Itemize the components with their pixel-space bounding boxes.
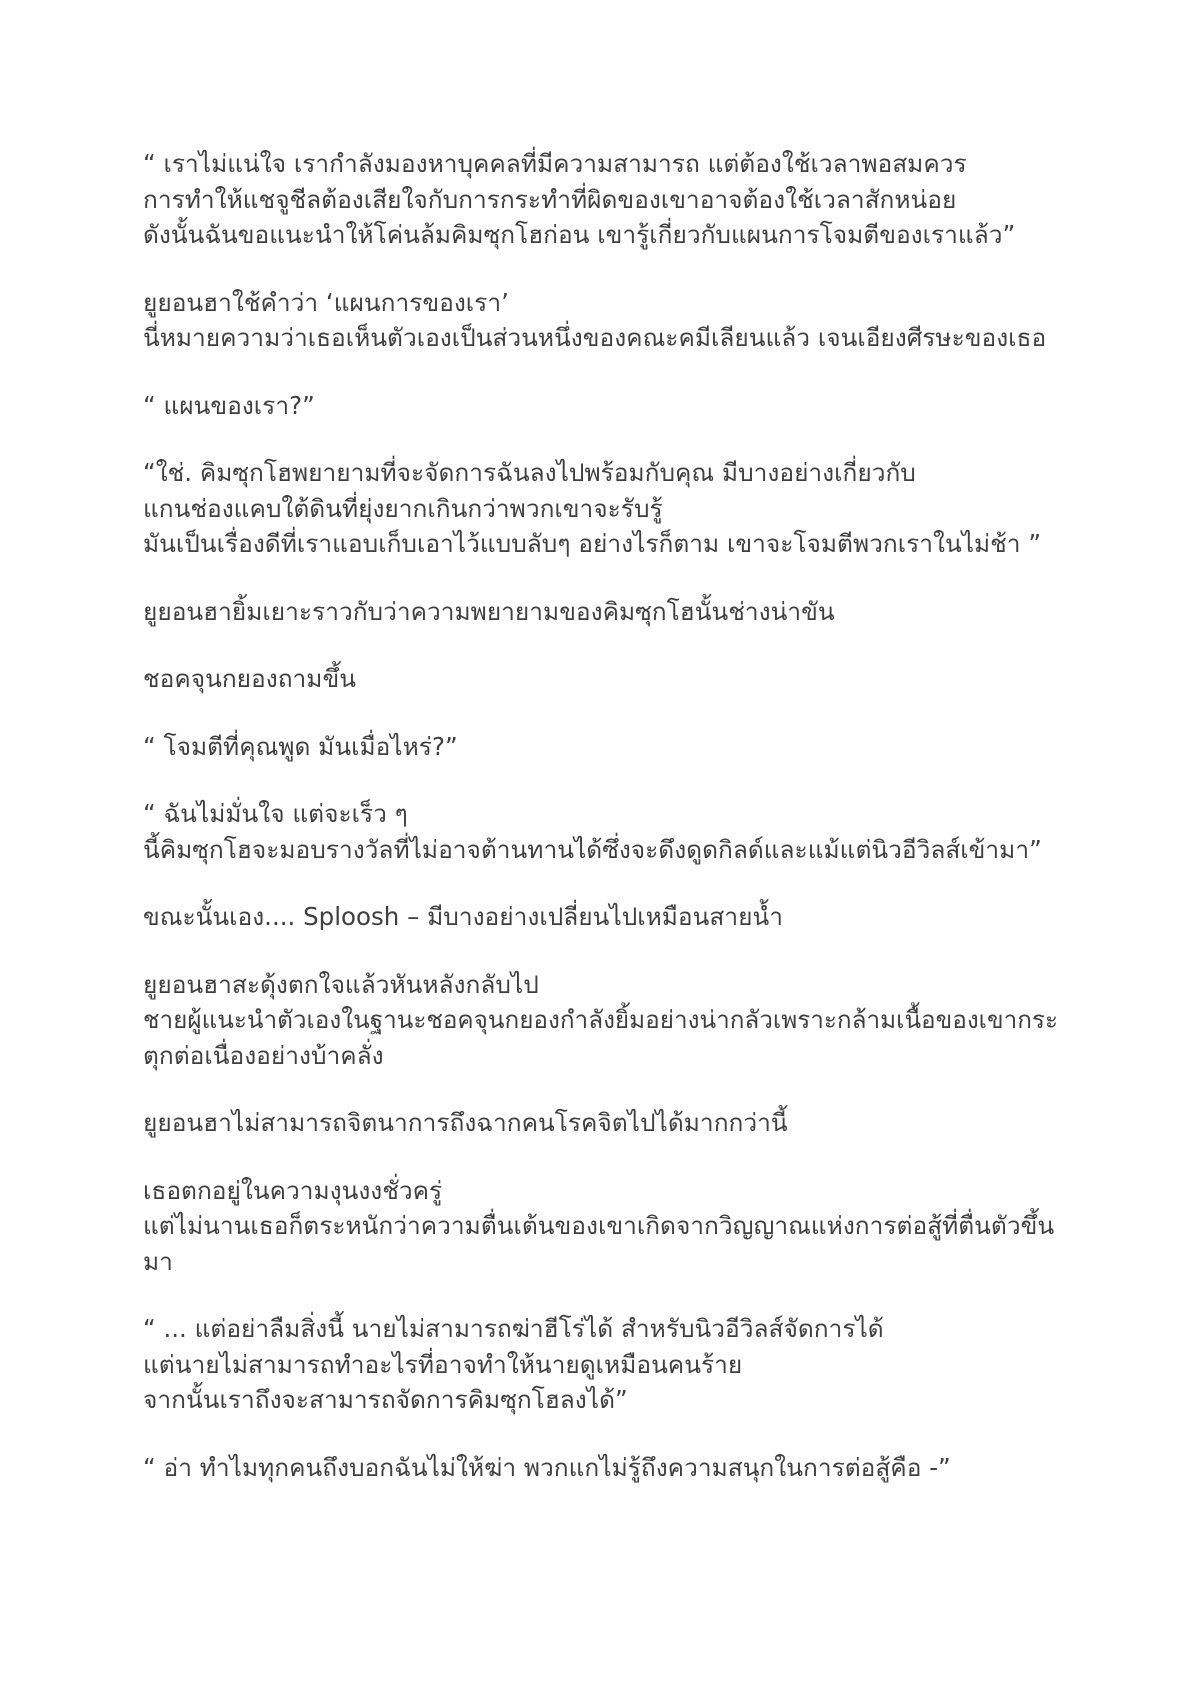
paragraph (143, 1173, 1063, 1280)
text-line: “ โจมตีที่คุณพูด มันเมื่อไหร่?” (143, 731, 458, 761)
text-line: “ใช่. คิมซุกโฮพยายามที่จะจัดการฉันลงไปพร้อมกับคุณ มีบางอย่างเกี่ยวกับ (143, 458, 916, 487)
text-line: นี่หมายความว่าเธอเห็นตัวเองเป็นส่วนหนึ่งของคณะคมีเลียนแล้ว เจนเอียงศีรษะของเธอ (143, 323, 1047, 352)
paragraph (143, 455, 1063, 562)
text-line: มา (143, 1246, 173, 1276)
paragraph (143, 594, 1063, 630)
paragraph (143, 661, 1063, 697)
document-body (143, 146, 1063, 1517)
text-line: “ ฉันไม่มั่นใจ แต่จะเร็ว ๆ (143, 799, 408, 828)
paragraph (143, 796, 1063, 867)
text-line: ชายผู้แนะนำตัวเองในฐานะชอคจุนกยองกำลังยิ้มอย่างน่ากลัวเพราะกล้ามเนื้อของเขากระ (143, 1005, 1058, 1034)
text-line: “ เราไม่แน่ใจ เรากำลังมองหาบุคคลที่มีความสามารถ แต่ต้องใช้เวลาพอสมควร (143, 149, 967, 178)
text-line: ยูยอนฮายิ้มเยาะราวกับว่าความพยายามของคิมซุกโฮนั้นช่างน่าขัน (143, 596, 835, 626)
text-line: แต่ไม่นานเธอก็ตระหนักว่าความตื่นเต้นของเขาเกิดจากวิญญาณแห่งการต่อสู้ที่ตื่นตัวขึ้น (143, 1211, 1055, 1240)
text-line: ตุกต่อเนื่องอย่างบ้าคลั่ง (143, 1040, 384, 1070)
text-line: “ แผนของเรา?” (143, 390, 315, 420)
paragraph (143, 967, 1063, 1074)
text-line: การทำให้แชจูชีลต้องเสียใจกับการกระทำที่ผิดของเขาอาจต้องใช้เวลาสักหน่อย (143, 184, 957, 214)
text-line: เธอตกอยู่ในความงุนงงชั่วครู่ (143, 1175, 443, 1205)
paragraph (143, 285, 1063, 356)
paragraph (143, 146, 1063, 253)
text-line: ยูยอนฮาใช้คำว่า ‘แผนการของเรา’ (143, 287, 509, 317)
paragraph (143, 1105, 1063, 1141)
text-line: “ อ่า ทำไมทุกคนถึงบอกฉันไม่ให้ฆ่า พวกแกไม่รู้ถึงความสนุกในการต่อสู้คือ -” (143, 1452, 951, 1482)
text-line: “ ... แต่อย่าลืมสิ่งนี้ นายไม่สามารถฆ่าฮีโร่ได้ สำหรับนิวอีวิลส์จัดการได้ (143, 1314, 884, 1343)
paragraph (143, 1311, 1063, 1418)
paragraph (143, 899, 1063, 935)
text-line: ยูยอนฮาสะดุ้งตกใจแล้วหันหลังกลับไป (143, 969, 539, 999)
text-line: ขณะนั้นเอง.... Sploosh – มีบางอย่างเปลี่ยนไปเหมือนสายน้ำ (143, 902, 783, 931)
text-line: แกนช่องแคบใต้ดินที่ยุ่งยากเกินกว่าพวกเขาจะรับรู้ (143, 493, 663, 523)
text-line: นี้คิมซุกโฮจะมอบรางวัลที่ไม่อาจต้านทานได้ซึ่งจะดึงดูดกิลด์และแม้แต่นิวอีวิลส์เข้ามา” (143, 834, 1042, 864)
text-line: มันเป็นเรื่องดีที่เราแอบเก็บเอาไว้แบบลับๆ อย่างไรก็ตาม เขาจะโจมตีพวกเราในไม่ช้า ” (143, 529, 1042, 558)
text-line: จากนั้นเราถึงจะสามารถจัดการคิมซุกโฮลงได้” (143, 1385, 628, 1414)
paragraph (143, 1450, 1063, 1486)
text-line: ชอคจุนกยองถามขึ้น (143, 664, 356, 693)
text-line: ยูยอนฮาไม่สามารถจิตนาการถึงฉากคนโรคจิตไปได้มากกว่านี้ (143, 1108, 788, 1137)
paragraph (143, 388, 1063, 424)
text-line: ดังนั้นฉันขอแนะนำให้โค่นล้มคิมซุกโฮก่อน เขารู้เกี่ยวกับแผนการโจมตีของเราแล้ว” (143, 220, 1016, 249)
paragraph (143, 729, 1063, 765)
text-line: แต่นายไม่สามารถทำอะไรที่อาจทำให้นายดูเหมือนคนร้าย (143, 1349, 743, 1379)
